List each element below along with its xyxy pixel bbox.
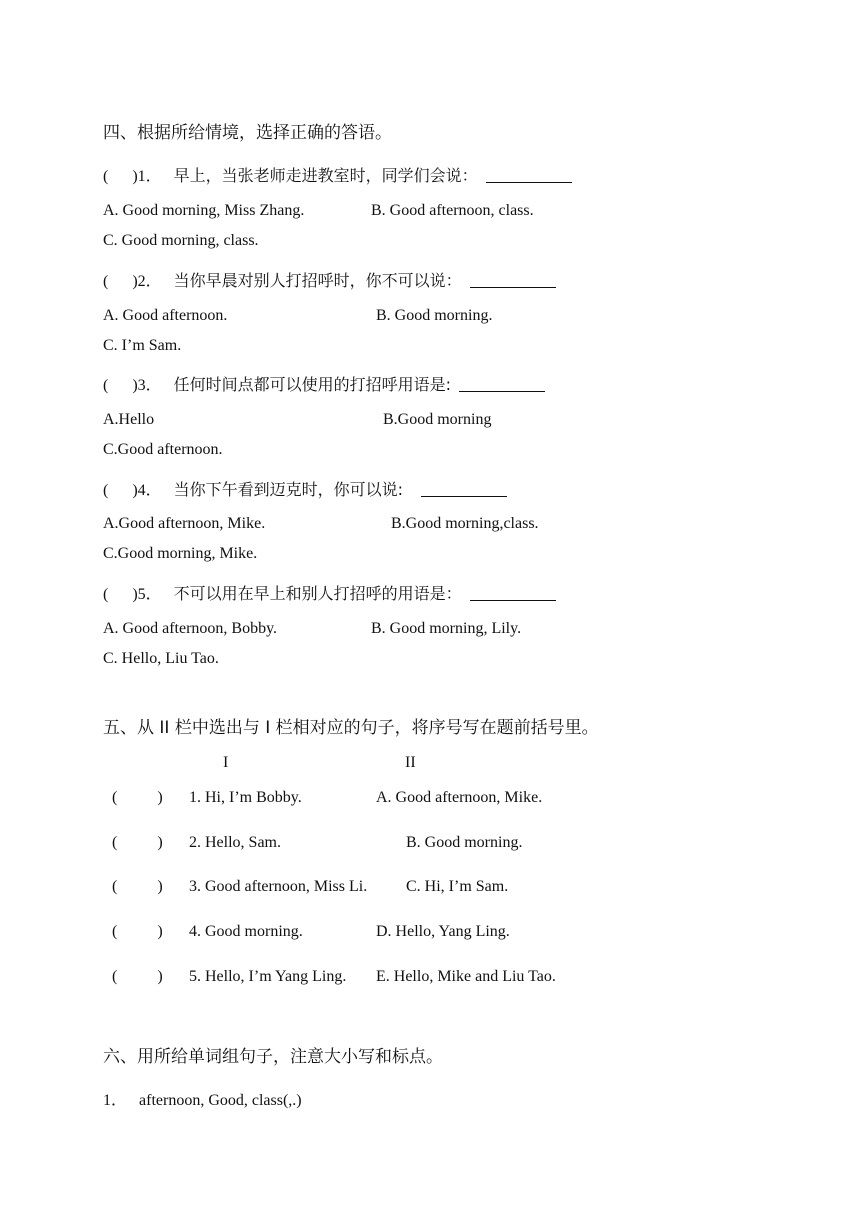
section4-title: 四、根据所给情境，选择正确的答语。 xyxy=(103,123,392,143)
match-left-item: 5. Hello, I’m Yang Ling. xyxy=(189,968,347,985)
answer-paren[interactable]: ( xyxy=(103,377,133,394)
option-c: C.Good morning, Mike. xyxy=(103,545,258,562)
option-b: B. Good morning, Lily. xyxy=(371,620,522,637)
option-a: A. Good morning, Miss Zhang. xyxy=(103,202,305,219)
question-prompt: 当你下午看到迈克时，你可以说: xyxy=(173,480,404,499)
answer-blank[interactable] xyxy=(421,482,507,497)
question-number: )2． xyxy=(132,273,162,290)
column-header-i: I xyxy=(223,754,229,771)
option-b: B. Good morning. xyxy=(376,307,493,324)
option-c: C. Good morning, class. xyxy=(103,232,259,249)
answer-paren[interactable]: ( xyxy=(103,482,133,499)
sentence-item xyxy=(103,1087,302,1110)
answer-paren[interactable]: ( ) xyxy=(112,834,163,851)
option-b: B. Good afternoon, class. xyxy=(371,202,534,219)
option-a: A. Good afternoon, Bobby. xyxy=(103,620,278,637)
option-b: B.Good morning,class. xyxy=(391,515,539,532)
question-number: )3． xyxy=(132,377,162,394)
match-right-item: A. Good afternoon, Mike. xyxy=(376,789,543,806)
match-right-item: B. Good morning. xyxy=(406,834,523,851)
question-prompt: 任何时间点都可以使用的打招呼用语是: xyxy=(173,375,452,394)
answer-blank[interactable] xyxy=(470,586,556,601)
question-row xyxy=(103,581,556,604)
match-left-item: 4. Good morning. xyxy=(189,923,303,940)
answer-blank[interactable] xyxy=(486,168,572,183)
option-c: C.Good afternoon. xyxy=(103,441,223,458)
question-row xyxy=(103,477,507,500)
question-row xyxy=(103,268,556,291)
option-c: C. I’m Sam. xyxy=(103,337,182,354)
question-number: )5． xyxy=(132,586,162,603)
answer-paren[interactable]: ( ) xyxy=(112,923,163,940)
match-left-item: 1. Hi, I’m Bobby. xyxy=(189,789,302,806)
answer-paren[interactable]: ( ) xyxy=(112,968,163,985)
scrambled-words: afternoon, Good, class(,.) xyxy=(139,1092,302,1109)
answer-paren[interactable]: ( ) xyxy=(112,789,163,806)
match-left-item: 2. Hello, Sam. xyxy=(189,834,281,851)
answer-paren[interactable]: ( ) xyxy=(112,878,163,895)
question-prompt: 不可以用在早上和别人打招呼的用语是： xyxy=(173,584,462,603)
question-prompt: 早上，当张老师走进教室时，同学们会说： xyxy=(173,166,478,185)
item-number: 1． xyxy=(103,1092,128,1109)
answer-paren[interactable]: ( xyxy=(103,168,133,185)
match-right-item: E. Hello, Mike and Liu Tao. xyxy=(376,968,556,985)
match-right-item: D. Hello, Yang Ling. xyxy=(376,923,510,940)
section5-title: 五、从 II 栏中选出与 I 栏相对应的句子，将序号写在题前括号里。 xyxy=(103,718,599,738)
question-row xyxy=(103,372,545,395)
match-left-item: 3. Good afternoon, Miss Li. xyxy=(189,878,368,895)
answer-blank[interactable] xyxy=(459,377,545,392)
answer-paren[interactable]: ( xyxy=(103,273,133,290)
question-number: )1． xyxy=(132,168,162,185)
answer-blank[interactable] xyxy=(470,273,556,288)
option-b: B.Good morning xyxy=(383,411,492,428)
question-number: )4． xyxy=(132,482,162,499)
column-header-ii: II xyxy=(405,754,416,771)
question-row xyxy=(103,163,572,186)
option-a: A. Good afternoon. xyxy=(103,307,228,324)
answer-paren[interactable]: ( xyxy=(103,586,133,603)
section6-title: 六、用所给单词组句子，注意大小写和标点。 xyxy=(103,1047,443,1067)
question-prompt: 当你早晨对别人打招呼时，你不可以说： xyxy=(173,271,462,290)
option-a: A.Good afternoon, Mike. xyxy=(103,515,266,532)
match-right-item: C. Hi, I’m Sam. xyxy=(406,878,509,895)
option-a: A.Hello xyxy=(103,411,155,428)
option-c: C. Hello, Liu Tao. xyxy=(103,650,219,667)
